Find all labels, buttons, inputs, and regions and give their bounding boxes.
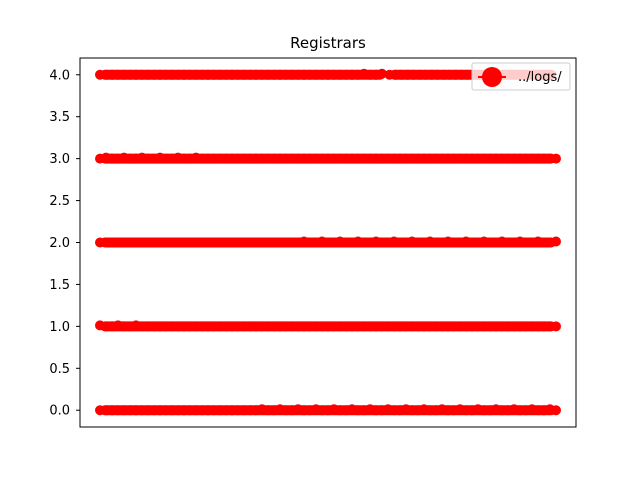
scatter-point [551, 154, 561, 164]
y-tick-label: 0.0 [49, 403, 70, 419]
y-tick-label: 1.0 [49, 319, 70, 335]
legend [472, 63, 570, 90]
y-tick-label: 3.0 [49, 152, 70, 168]
y-tick-label: 4.0 [49, 68, 70, 84]
y-tick-label: 0.5 [49, 361, 70, 377]
scatter-point [551, 321, 561, 331]
scatter-point [551, 405, 561, 415]
chart-title: Registrars [290, 34, 366, 52]
legend-marker-icon [482, 67, 502, 87]
scatter-point [551, 237, 561, 247]
y-tick-label: 1.5 [49, 277, 70, 293]
legend-label: ../logs/ [518, 70, 562, 85]
y-tick-label: 2.0 [49, 236, 70, 251]
y-tick-label: 3.5 [49, 110, 70, 126]
y-tick-label: 2.5 [49, 194, 70, 210]
